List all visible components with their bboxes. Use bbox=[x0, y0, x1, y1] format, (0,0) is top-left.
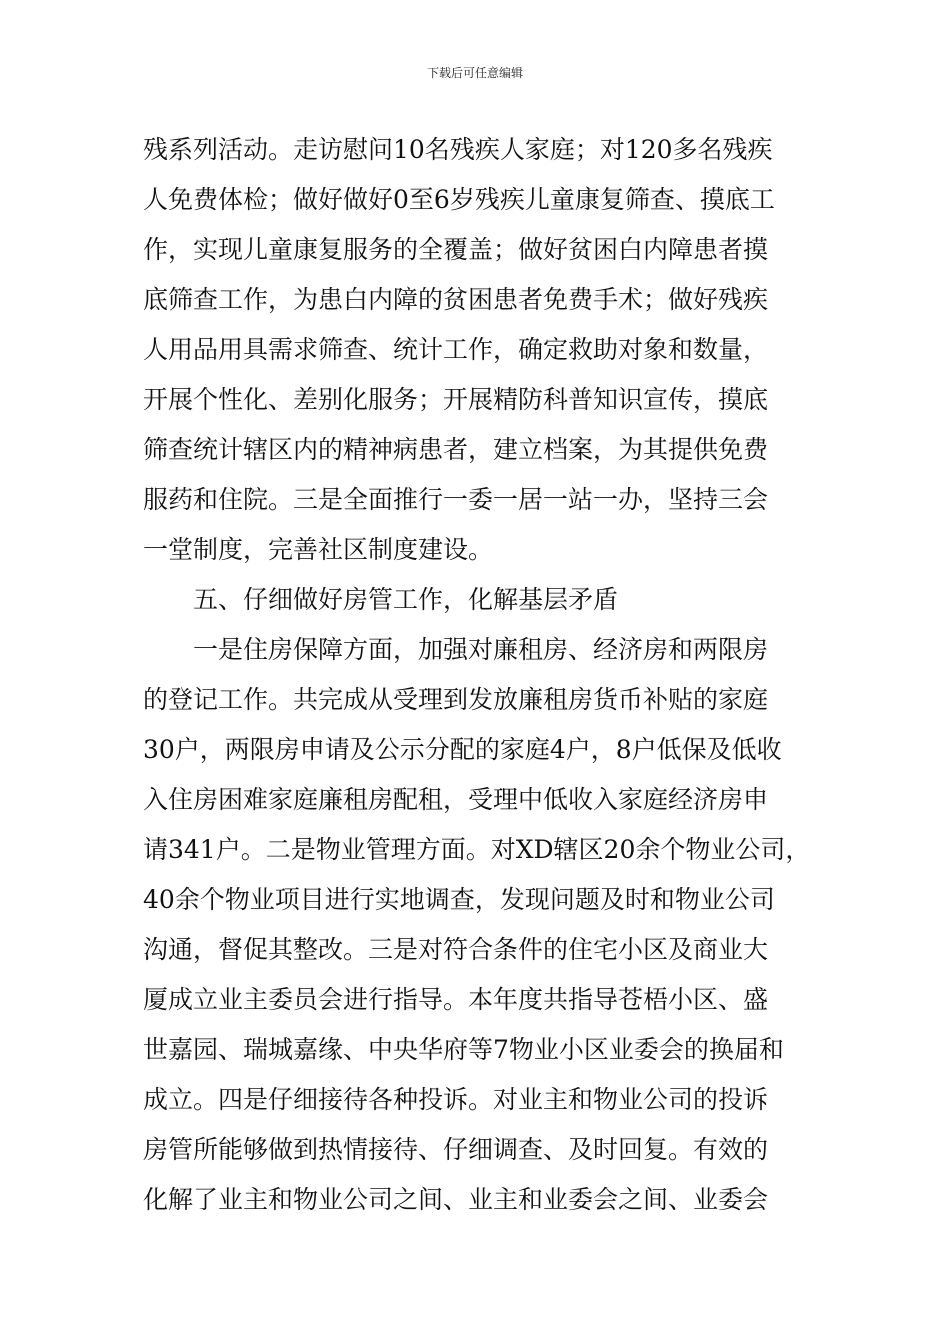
body-line: 请341户。二是物业管理方面。对XD辖区20余个物业公司， bbox=[143, 835, 811, 864]
body-line: 一是住房保障方面，加强对廉租房、经济房和两限房 bbox=[143, 635, 769, 664]
body-line: 筛查统计辖区内的精神病患者，建立档案，为其提供免费 bbox=[143, 435, 769, 464]
body-line: 的登记工作。共完成从受理到发放廉租房货币补贴的家庭 bbox=[143, 685, 769, 714]
body-line: 作，实现儿童康复服务的全覆盖；做好贫困白内障患者摸 bbox=[143, 235, 769, 264]
body-line: 开展个性化、差别化服务；开展精防科普知识宣传，摸底 bbox=[143, 385, 769, 414]
body-line: 房管所能够做到热情接待、仔细调查、及时回复。有效的 bbox=[143, 1135, 769, 1164]
body-line: 厦成立业主委员会进行指导。本年度共指导苍梧小区、盛 bbox=[143, 985, 769, 1014]
body-line: 入住房困难家庭廉租房配租，受理中低收入家庭经济房申 bbox=[143, 785, 769, 814]
body-line: 底筛查工作，为患白内障的贫困患者免费手术；做好残疾 bbox=[143, 285, 769, 314]
body-line: 成立。四是仔细接待各种投诉。对业主和物业公司的投诉 bbox=[143, 1085, 769, 1114]
body-line: 人用品用具需求筛查、统计工作，确定救助对象和数量， bbox=[143, 335, 769, 364]
body-line: 化解了业主和物业公司之间、业主和业委会之间、业委会 bbox=[143, 1185, 769, 1214]
body-line: 沟通，督促其整改。三是对符合条件的住宅小区及商业大 bbox=[143, 935, 769, 964]
body-line: 世嘉园、瑞城嘉缘、中央华府等7物业小区业委会的换届和 bbox=[143, 1035, 784, 1064]
body-line: 一堂制度，完善社区制度建设。 bbox=[143, 535, 494, 564]
body-line: 30户，两限房申请及公示分配的家庭4户，8户低保及低收 bbox=[143, 735, 782, 764]
section-heading: 五、仔细做好房管工作，化解基层矛盾 bbox=[143, 585, 619, 614]
page-header: 下载后可任意编辑 bbox=[426, 66, 523, 80]
body-line: 人免费体检；做好做好0至6岁残疾儿童康复筛查、摸底工 bbox=[143, 185, 775, 214]
body-line: 40余个物业项目进行实地调查，发现问题及时和物业公司 bbox=[143, 885, 775, 914]
body-line: 服药和住院。三是全面推行一委一居一站一办，坚持三会 bbox=[143, 485, 769, 514]
body-line: 残系列活动。走访慰问10名残疾人家庭；对120多名残疾 bbox=[143, 135, 773, 164]
